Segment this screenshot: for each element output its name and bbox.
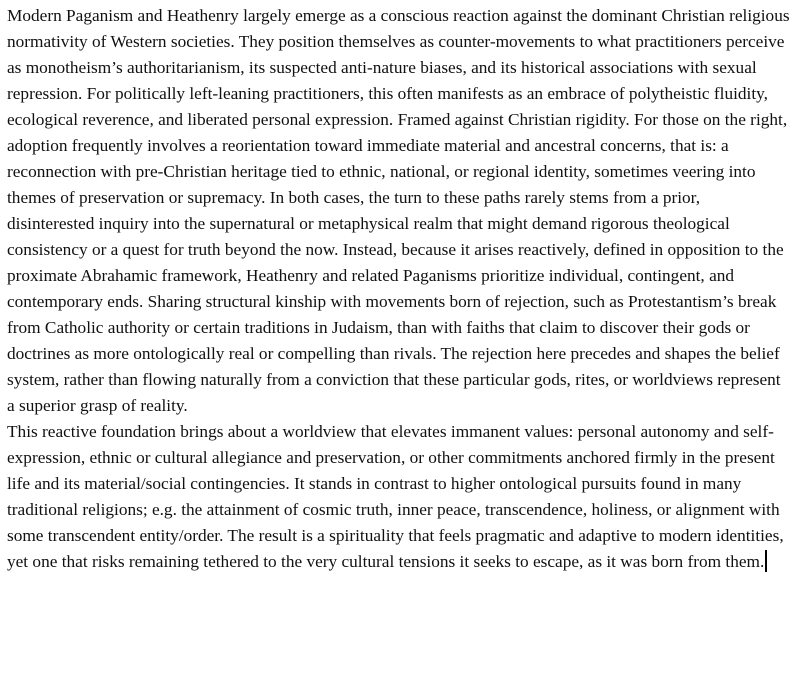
text-cursor	[765, 550, 767, 572]
document-body[interactable]	[7, 3, 791, 575]
paragraph-1: Modern Paganism and Heathenry largely emerge as a conscious reaction against the dominant Christian religious normativity of Western societies. They position themselves as counter-movements to what practitioners perceive as monotheism’s authoritarianism, its suspected anti-nature biases, and its historical associations with sexual repression. For politically left-leaning practitioners, this often manifests as an embrace of polytheistic fluidity, ecological reverence, and liberated personal expression. Framed against Christian rigidity. For those on the right, adoption frequently involves a reorientation toward immediate material and ancestral concerns, that is: a reconnection with pre-Christian heritage tied to ethnic, national, or regional identity, sometimes veering into themes of preservation or supremacy. In both cases, the turn to these paths rarely stems from a prior, disinterested inquiry into the supernatural or metaphysical realm that might demand rigorous theological consistency or a quest for truth beyond the now. Instead, because it arises reactively, defined in opposition to the proximate Abrahamic framework, Heathenry and related Paganisms prioritize individual, contingent, and contemporary ends. Sharing structural kinship with movements born of rejection, such as Protestantism’s break from Catholic authority or certain traditions in Judaism, than with faiths that claim to discover their gods or doctrines as more ontologically real or compelling than rivals. The rejection here precedes and shapes the belief system, rather than flowing naturally from a conviction that these particular gods, rites, or worldviews represent a superior grasp of reality.	[7, 6, 790, 415]
paragraph-2	[7, 419, 791, 575]
paragraph-2-text: This reactive foundation brings about a worldview that elevates immanent values: personal autonomy and self-expression, ethnic or cultural allegiance and preservation, or other commitments anchored firmly in the present life and its material/social contingencies. It stands in contrast to higher ontological pursuits found in many traditional religions; e.g. the attainment of cosmic truth, inner peace, transcendence, holiness, or alignment with some transcendent entity/order. The result is a spirituality that feels pragmatic and adaptive to modern identities, yet one that risks remaining tethered to the very cultural tensions it seeks to escape, as it was born from them.	[7, 422, 784, 571]
